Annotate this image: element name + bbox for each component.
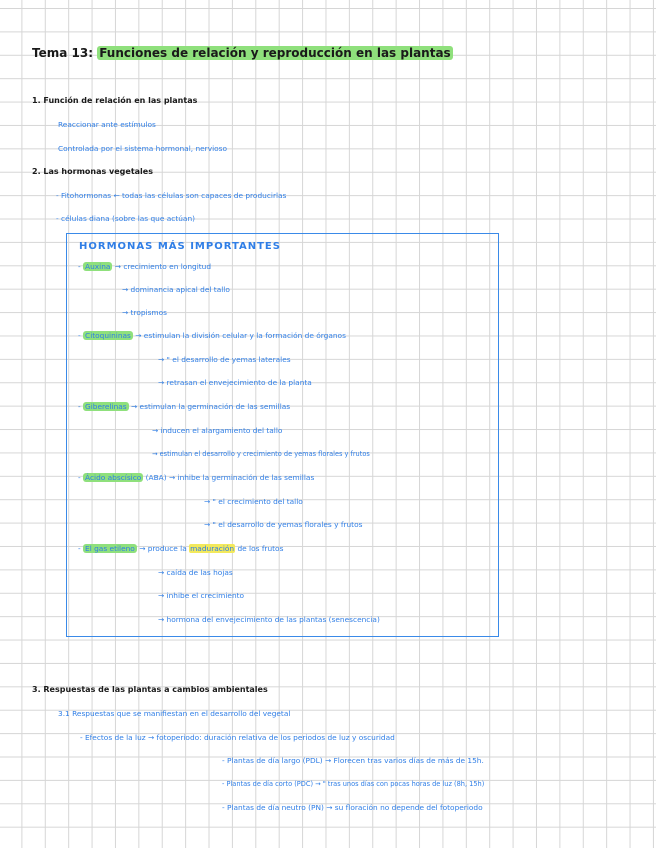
etileno-line: → caída de las hojas bbox=[158, 568, 233, 577]
hormone-citoquininas: - Citoquininas → estimulan la división celular y la formación de órganos bbox=[78, 331, 346, 340]
abscisico-line: → " el crecimiento del tallo bbox=[204, 497, 303, 506]
section-3-item: - Plantas de día largo (PDL) → Florecen tras varios días de más de 15h. bbox=[222, 756, 484, 765]
section-3-item: - Plantas de día neutro (PN) → su floración no depende del fotoperiodo bbox=[222, 803, 483, 812]
hormone-auxina: - Auxina → crecimiento en longitud bbox=[78, 262, 212, 271]
etileno-line: de los frutos bbox=[237, 544, 284, 553]
section-1-item: Controlada por el sistema hormonal, nervioso bbox=[58, 144, 228, 153]
etileno-line: → hormona del envejecimiento de las plantas (senescencia) bbox=[158, 615, 380, 624]
citoquininas-line: → estimulan la división celular y la formación de órganos bbox=[135, 331, 346, 340]
section-2-heading: 2. Las hormonas vegetales bbox=[32, 167, 153, 176]
hormone-giberelinas: - Giberelinas → estimulan la germinación de las semillas bbox=[78, 402, 291, 411]
auxina-line: → crecimiento en longitud bbox=[114, 262, 212, 271]
hormone-abscisico: - Ácido abscísico (ABA) → inhibe la germinación de las semillas bbox=[78, 473, 315, 482]
section-3-effects: - Efectos de la luz → fotoperiodo: duración relativa de los periodos de luz y oscuridad bbox=[80, 733, 395, 742]
giberelinas-name: Giberelinas bbox=[85, 402, 127, 411]
citoquininas-line: → " el desarrollo de yemas laterales bbox=[158, 355, 291, 364]
section-3-heading: 3. Respuestas de las plantas a cambios ambientales bbox=[32, 685, 268, 694]
etileno-line: → inhibe el crecimiento bbox=[158, 591, 245, 600]
auxina-line: → dominancia apical del tallo bbox=[122, 285, 230, 294]
giberelinas-line: → estimulan el desarrollo y crecimiento de yemas florales y frutos bbox=[152, 450, 370, 458]
abscisico-name: Ácido abscísico bbox=[85, 473, 142, 482]
section-3-item: - Plantas de día corto (PDC) → " tras unos días con pocas horas de luz (8h, 15h) bbox=[222, 780, 485, 788]
citoquininas-line: → retrasan el envejecimiento de la planta bbox=[158, 378, 312, 387]
box-title: HORMONAS MÁS IMPORTANTES bbox=[79, 241, 281, 252]
title-prefix: Tema 13: bbox=[32, 46, 94, 60]
giberelinas-line: → inducen el alargamiento del tallo bbox=[152, 426, 283, 435]
abscisico-line: (ABA) → inhibe la germinación de las semillas bbox=[145, 473, 315, 482]
giberelinas-line: → estimulan la germinación de las semillas bbox=[131, 402, 291, 411]
etileno-line: → produce la bbox=[139, 544, 187, 553]
title-highlight: Funciones de relación y reproducción en las plantas bbox=[99, 46, 451, 60]
section-2-item: - Fitohormonas ← todas las células son capaces de producirlas bbox=[56, 191, 287, 200]
section-3-sub: 3.1 Respuestas que se manifiestan en el desarrollo del vegetal bbox=[58, 709, 291, 718]
section-2-item: - células diana (sobre las que actúan) bbox=[56, 214, 196, 223]
section-1-heading: 1. Función de relación en las plantas bbox=[32, 96, 198, 105]
page-title bbox=[32, 47, 453, 59]
auxina-line: → tropismos bbox=[122, 308, 168, 317]
auxina-name: Auxina bbox=[85, 262, 111, 271]
hormone-etileno: - El gas etileno → produce la maduración de los frutos bbox=[78, 544, 284, 553]
etileno-name: El gas etileno bbox=[85, 544, 135, 553]
citoquininas-name: Citoquininas bbox=[85, 331, 131, 340]
abscisico-line: → " el desarrollo de yemas florales y frutos bbox=[204, 520, 363, 529]
maduracion-highlight: maduración bbox=[190, 544, 235, 553]
section-1-item: Reaccionar ante estímulos bbox=[58, 120, 156, 129]
